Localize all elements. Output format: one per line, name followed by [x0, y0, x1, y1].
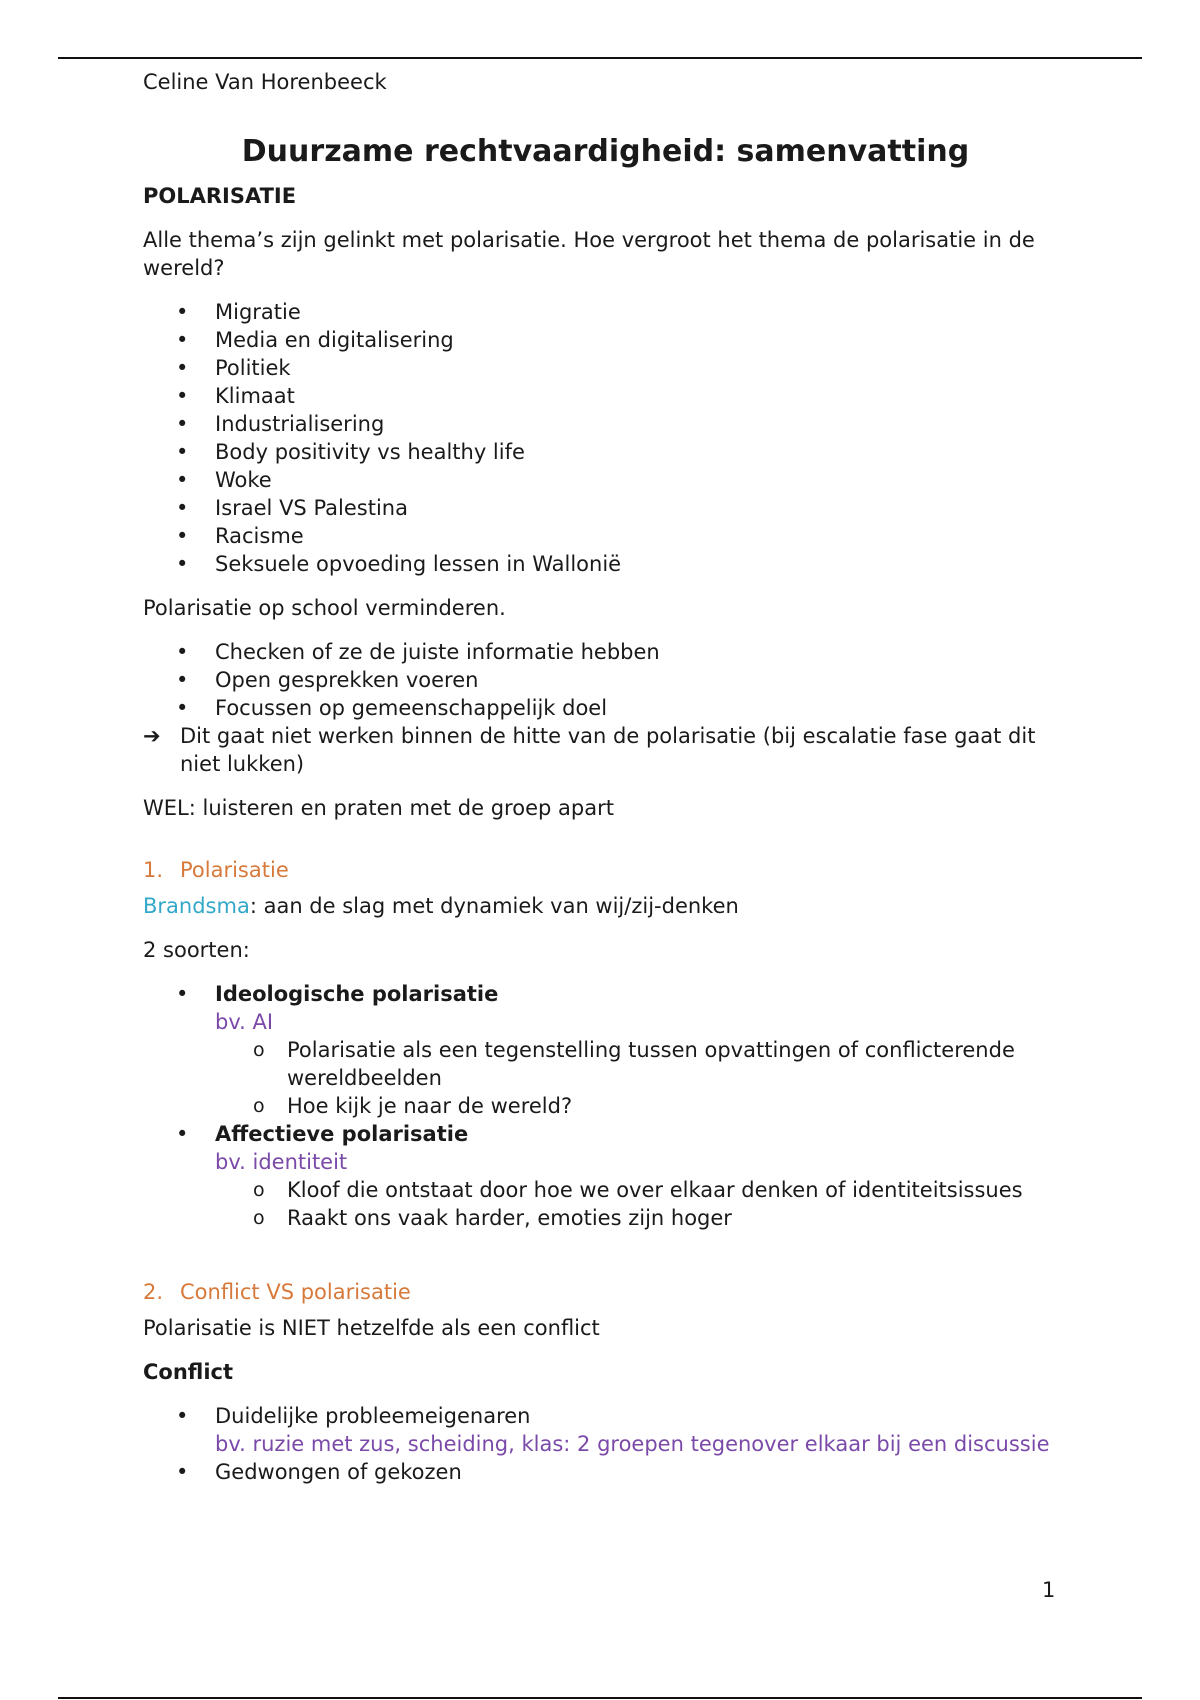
school-intro: Polarisatie op school verminderen. — [143, 596, 506, 620]
section-number: 1. — [143, 858, 164, 882]
list-item: • Open gesprekken voeren — [143, 666, 1068, 694]
sub-list-item: o Polarisatie als een tegenstelling tussen opvattingen of conflicterende wereldbeelden — [215, 1036, 1068, 1092]
sub-list-item: o Raakt ons vaak harder, emoties zijn hoger — [215, 1204, 1068, 1232]
sorts-label: 2 soorten: — [143, 938, 250, 962]
conflict-label: Conflict — [143, 1360, 234, 1384]
bottom-rule — [58, 1697, 1142, 1699]
type-name: • Ideologische polarisatie — [215, 982, 499, 1006]
list-item — [143, 1120, 1068, 1232]
section-title: Conflict VS polarisatie — [180, 1280, 411, 1304]
type-example: bv. AI — [215, 1010, 274, 1034]
arrow-note — [143, 722, 1068, 778]
intro-paragraph: Alle thema’s zijn gelinkt met polarisatie. Hoe vergroot het thema de polarisatie in de wereld? — [143, 228, 1035, 280]
list-item — [143, 1402, 1068, 1458]
page-title: Duurzame rechtvaardigheid: samenvatting — [241, 134, 970, 169]
themes-list — [143, 298, 1068, 578]
page-number: 1 — [1042, 1578, 1056, 1602]
list-item: • Israel VS Palestina — [143, 494, 1068, 522]
sub-list — [215, 1176, 1068, 1232]
brandsma-line — [143, 892, 1068, 920]
sub-list-item: o Kloof die ontstaat door hoe we over elkaar denken of identiteitsissues — [215, 1176, 1068, 1204]
section-title: Polarisatie — [180, 858, 289, 882]
author-name: Celine Van Horenbeeck — [143, 70, 387, 94]
sub-list — [215, 1036, 1068, 1120]
list-item: • Checken of ze de juiste informatie hebben — [143, 638, 1068, 666]
list-item: • Industrialisering — [143, 410, 1068, 438]
school-list — [143, 638, 1068, 722]
section-caps-heading: POLARISATIE — [143, 184, 297, 208]
section-heading-polarisatie — [143, 856, 1068, 884]
list-item: • Seksuele opvoeding lessen in Wallonië — [143, 550, 1068, 578]
list-item: • Focussen op gemeenschappelijk doel — [143, 694, 1068, 722]
list-item — [143, 980, 1068, 1120]
conflict-item-example: bv. ruzie met zus, scheiding, klas: 2 groepen tegenover elkaar bij een discussie — [215, 1432, 1050, 1456]
section-number: 2. — [143, 1280, 164, 1304]
type-example: bv. identiteit — [215, 1150, 348, 1174]
list-item: • Body positivity vs healthy life — [143, 438, 1068, 466]
list-item: • Woke — [143, 466, 1068, 494]
list-item — [143, 1458, 1068, 1486]
section-heading-conflict — [143, 1278, 1068, 1306]
conflict-list — [143, 1402, 1068, 1486]
type-name: • Affectieve polarisatie — [215, 1122, 469, 1146]
arrow-note-text: Dit gaat niet werken binnen de hitte van de polarisatie (bij escalatie fase gaat dit niet lukken) — [180, 724, 1036, 776]
list-item: • Media en digitalisering — [143, 326, 1068, 354]
author-reference: Brandsma — [143, 894, 250, 918]
top-rule — [58, 57, 1142, 59]
sub-list-item: o Hoe kijk je naar de wereld? — [215, 1092, 1068, 1120]
conflict-item-text: • Duidelijke probleemeigenaren — [215, 1404, 531, 1428]
polarisation-types-list — [143, 980, 1068, 1232]
list-item: • Politiek — [143, 354, 1068, 382]
list-item: • Migratie — [143, 298, 1068, 326]
author-reference-text: : aan de slag met dynamiek van wij/zij-denken — [249, 894, 739, 918]
arrow-right-icon: ➔ — [143, 724, 161, 748]
conflict-statement: Polarisatie is NIET hetzelfde als een conflict — [143, 1316, 600, 1340]
list-item: • Klimaat — [143, 382, 1068, 410]
document-page — [143, 64, 1068, 1502]
wel-note: WEL: luisteren en praten met de groep apart — [143, 796, 614, 820]
list-item: • Racisme — [143, 522, 1068, 550]
conflict-item-text: • Gedwongen of gekozen — [215, 1460, 462, 1484]
